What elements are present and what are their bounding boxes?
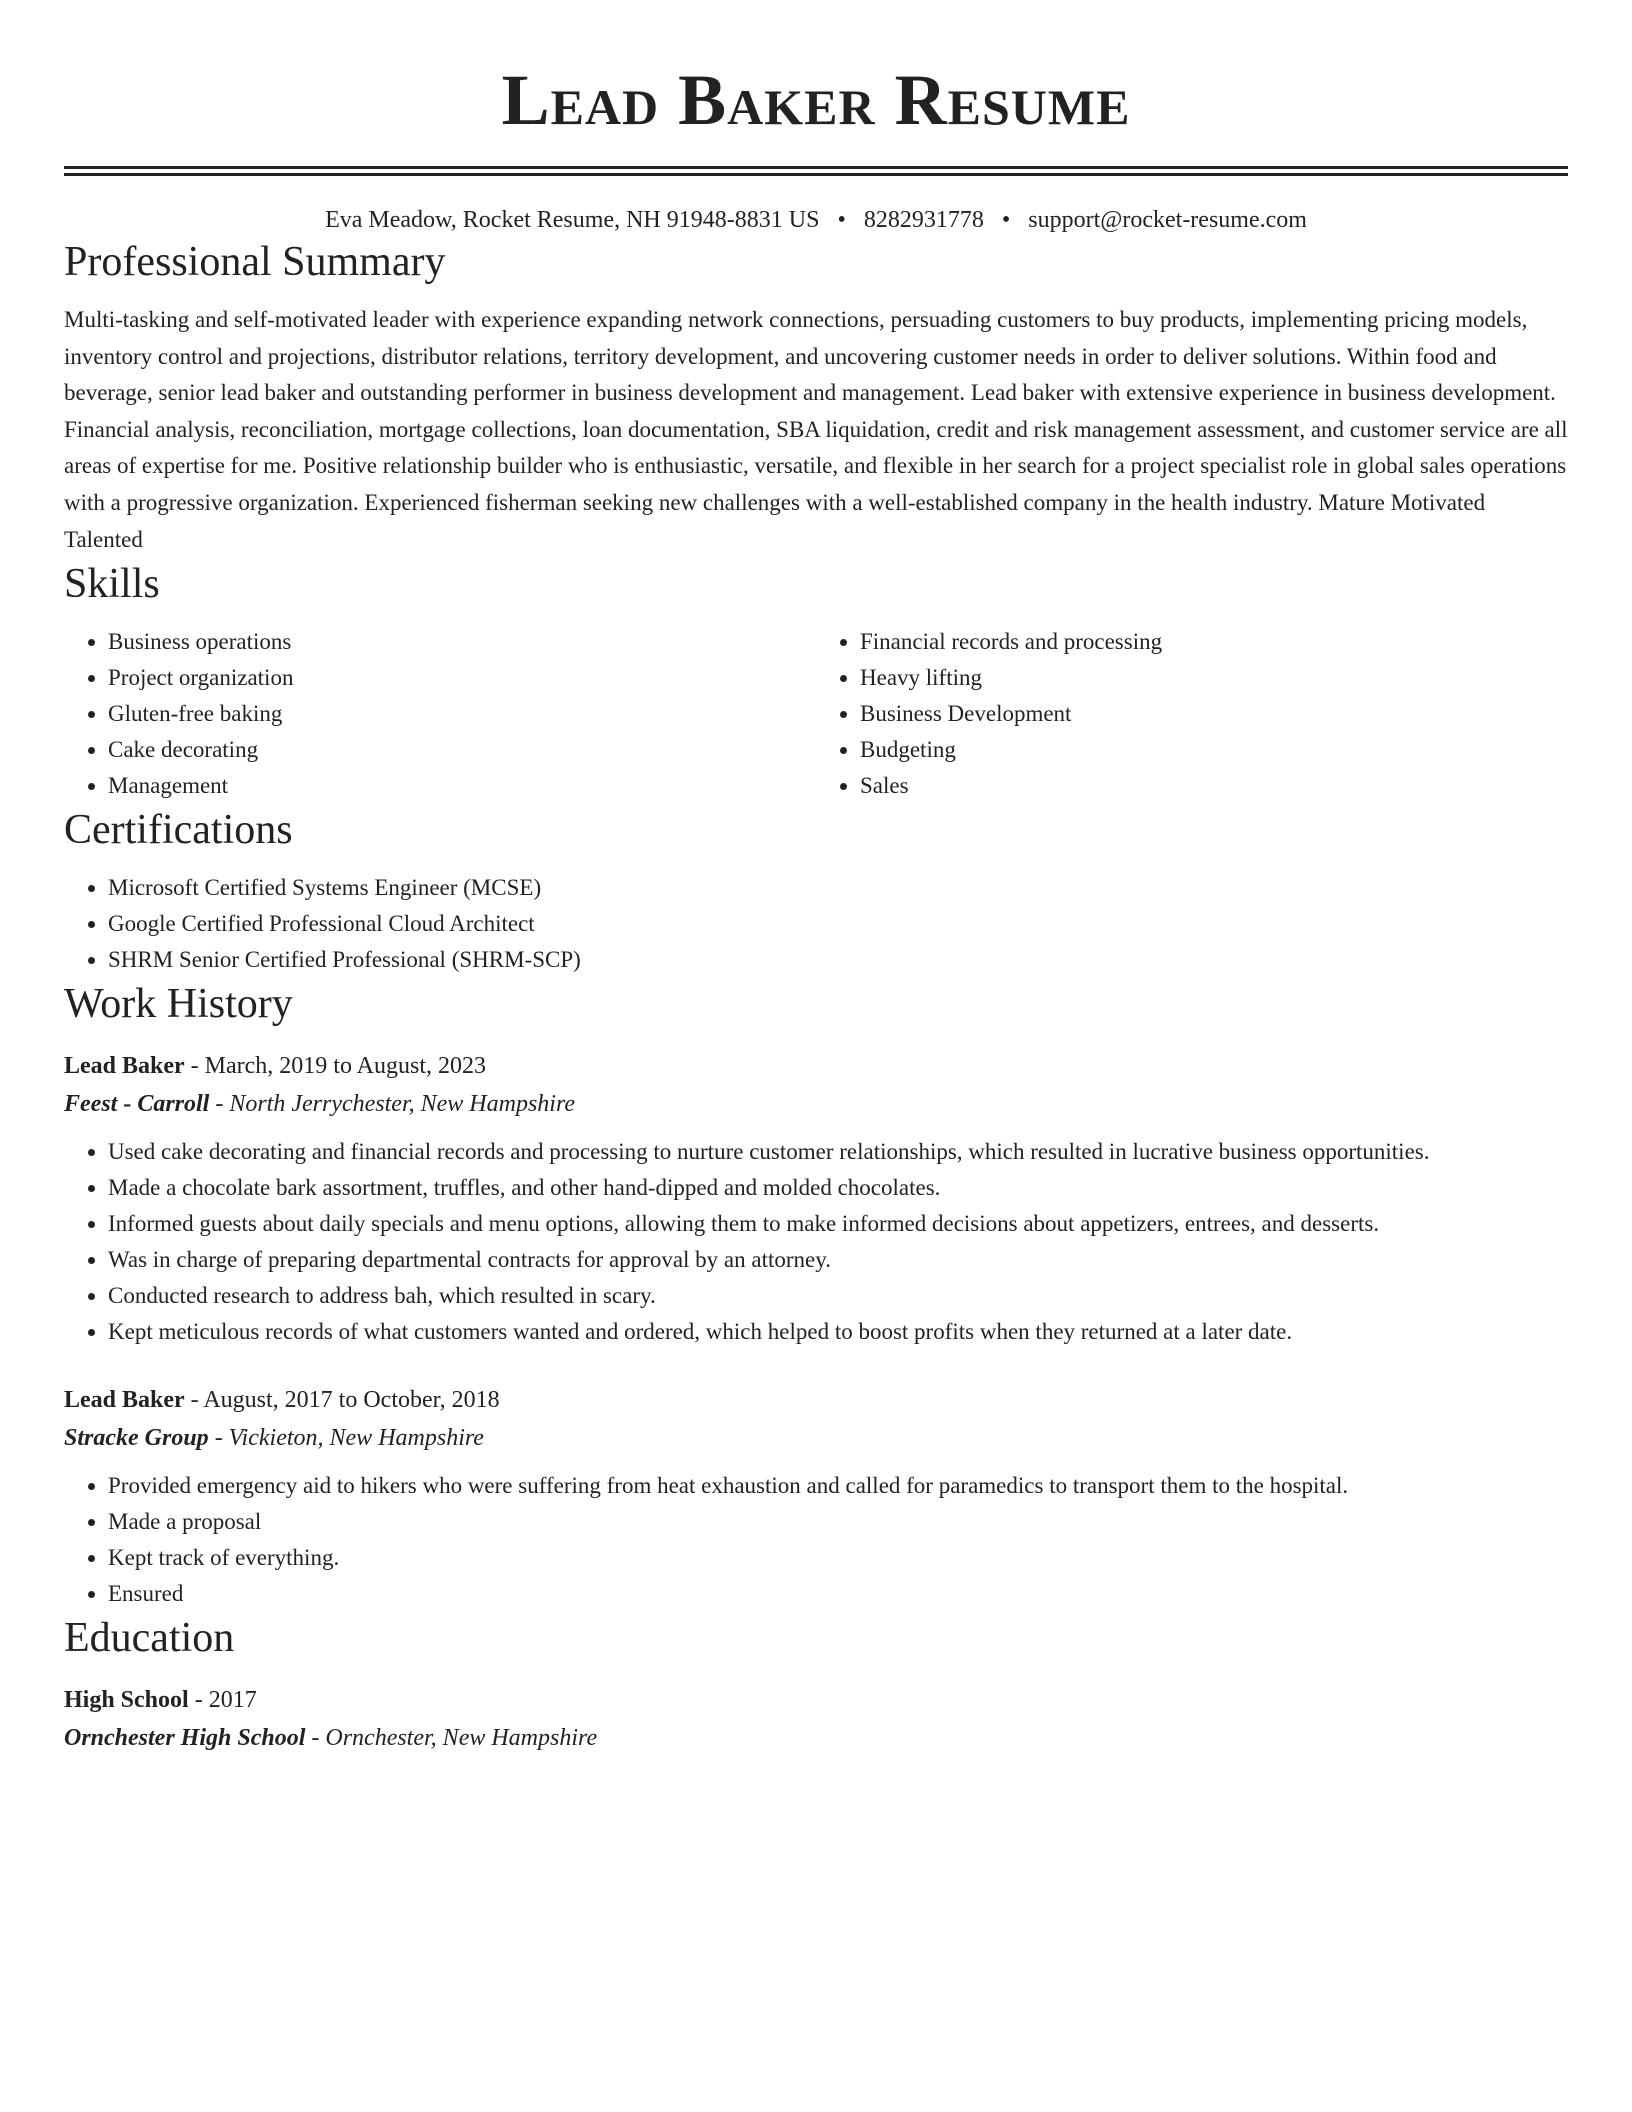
job-entry — [64, 1048, 1568, 1350]
skill-item: • Cake decorating — [108, 732, 816, 768]
job-bullet: • Used cake decorating and financial records and processing to nurture customer relationships, which resulted in lucrative business opportunities. — [108, 1134, 1568, 1170]
job-company-line — [64, 1418, 1568, 1458]
contact-phone: 8282931778 — [863, 207, 984, 233]
skill-item: • Financial records and processing — [860, 624, 1568, 660]
job-title-line — [64, 1382, 1568, 1418]
job-dates: - August, 2017 to October, 2018 — [184, 1387, 500, 1414]
contact-separator: • — [1001, 207, 1011, 233]
education-heading: Education — [64, 1615, 235, 1662]
job-bullet: • Conducted research to address bah, which resulted in scary. — [108, 1278, 1568, 1314]
job-title-line — [64, 1048, 1568, 1084]
job-bullet: • Was in charge of preparing departmental contracts for approval by an attorney. — [108, 1242, 1568, 1278]
job-bullet-list — [64, 1468, 1568, 1612]
job-title: Lead Baker — [64, 1387, 185, 1414]
education-school-line — [64, 1718, 1568, 1758]
job-bullet: • Ensured — [108, 1576, 1568, 1612]
skill-item: • Project organization — [108, 660, 816, 696]
skills-heading: Skills — [64, 561, 160, 608]
skill-item: • Business operations — [108, 624, 816, 660]
education-year: - 2017 — [188, 1687, 257, 1714]
summary-text: Multi-tasking and self-motivated leader with experience expanding network connections, persuading customers to buy products, implementing pricing models, inventory control and projections, distributor relations, territory development, and uncovering customer needs in order to deliver solutions. Within food and beverage, senior lead baker and outstanding performer in business development and management. Lead baker with extensive experience in business development. Financial analysis, reconciliation, mortgage collections, loan documentation, SBA liquidation, credit and risk management assessment, and customer service are all areas of expertise for me. Positive relationship builder who is enthusiastic, versatile, and flexible in her search for a project specialist role in global sales operations with a progressive organization. Experienced fisherman seeking new challenges with a well-established company in the health industry. Mature Motivated Talented — [64, 307, 1568, 552]
certification-item: • Google Certified Professional Cloud Architect — [108, 906, 1568, 942]
job-title: Lead Baker — [64, 1053, 185, 1080]
job-entry — [64, 1382, 1568, 1612]
job-company: Feest - Carroll — [64, 1091, 210, 1118]
contact-address: Eva Meadow, Rocket Resume, NH 91948-8831 US — [325, 207, 820, 233]
education-school: Ornchester High School — [64, 1725, 306, 1752]
skills-left-list — [64, 624, 816, 804]
skill-item: • Management — [108, 768, 816, 804]
job-bullet: • Kept meticulous records of what customers wanted and ordered, which helped to boost profits when they returned at a later date. — [108, 1314, 1568, 1350]
certification-item: • Microsoft Certified Systems Engineer (MCSE) — [108, 870, 1568, 906]
skill-item: • Gluten-free baking — [108, 696, 816, 732]
summary-heading: Professional Summary — [64, 239, 446, 285]
work-history-heading: Work History — [64, 981, 293, 1028]
certification-item: • SHRM Senior Certified Professional (SHRM-SCP) — [108, 942, 1568, 978]
education-degree-line — [64, 1682, 1568, 1718]
job-bullet: • Made a chocolate bark assortment, truffles, and other hand-dipped and molded chocolates. — [108, 1170, 1568, 1206]
job-bullet-list — [64, 1134, 1568, 1350]
job-bullet: • Informed guests about daily specials and menu options, allowing them to make informed decisions about appetizers, entrees, and desserts. — [108, 1206, 1568, 1242]
certifications-list — [64, 870, 1568, 978]
job-dates: - March, 2019 to August, 2023 — [184, 1053, 486, 1080]
skill-item: • Sales — [860, 768, 1568, 804]
contact-separator: • — [837, 207, 846, 233]
certifications-heading: Certifications — [64, 807, 293, 854]
job-location: - Vickieton, New Hampshire — [208, 1425, 484, 1452]
job-bullet: • Provided emergency aid to hikers who were suffering from heat exhaustion and called for paramedics to transport them to the hospital. — [108, 1468, 1568, 1504]
skill-item: • Budgeting — [860, 732, 1568, 768]
resume-title: Lead Baker Resume — [501, 60, 1131, 140]
title-double-rule — [64, 166, 1568, 176]
job-company-line — [64, 1084, 1568, 1124]
contact-line — [64, 204, 1568, 236]
skill-item: • Business Development — [860, 696, 1568, 732]
education-degree: High School — [64, 1687, 189, 1714]
job-bullet: • Made a proposal — [108, 1504, 1568, 1540]
job-company: Stracke Group — [64, 1425, 209, 1452]
education-location: - Ornchester, New Hampshire — [305, 1725, 598, 1752]
skill-item: • Heavy lifting — [860, 660, 1568, 696]
job-location: - North Jerrychester, New Hampshire — [209, 1091, 576, 1118]
contact-email: support@rocket-resume.com — [1028, 207, 1307, 233]
job-bullet: • Kept track of everything. — [108, 1540, 1568, 1576]
skills-columns — [64, 624, 1568, 804]
skills-right-list — [816, 624, 1568, 804]
